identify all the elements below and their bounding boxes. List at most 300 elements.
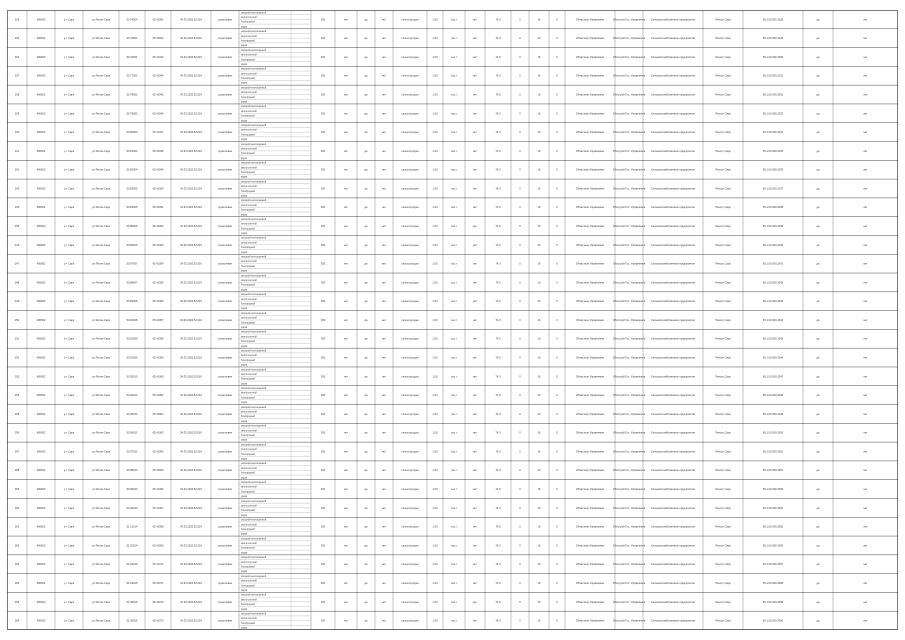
cell-desc: Сельскохозяйственное предприятие — [651, 112, 695, 116]
cell-desc: Сельскохозяйственное предприятие — [651, 187, 695, 191]
cell-f3: нет — [382, 55, 386, 59]
cell-f3: нет — [382, 412, 386, 416]
table-row — [7, 10, 898, 29]
cell-val: 74,0 — [495, 18, 501, 22]
cell-pt: нет — [473, 37, 477, 41]
cell-coord: 65.41065 — [152, 469, 164, 473]
cell-c1: 300 — [320, 375, 326, 379]
crop-cell: рядки — [241, 45, 248, 48]
crop-cell: овощной-неочищенный — [241, 500, 267, 503]
cell-f2: да — [364, 337, 368, 341]
crop-cell: рядки — [241, 101, 248, 104]
cell-coord: 65.41047 — [152, 131, 164, 135]
cell-num: 50.76001 — [126, 55, 138, 59]
cell-pt: нет — [473, 206, 477, 210]
cell-desc: Сельскохозяйственное предприятие — [651, 581, 695, 585]
cell-desc: Сельскохозяйственное предприятие — [651, 149, 695, 153]
cell-v1: 0 — [519, 281, 521, 285]
cell-addr: ул.Ялтин-Сарк — [92, 168, 110, 172]
cell-unit: у-т Сарк — [64, 412, 74, 416]
cell-f3: нет — [382, 488, 386, 492]
cell-note: 34.33.2020.52.019 — [180, 55, 202, 59]
cell-v3: 0 — [556, 563, 558, 567]
cell-f4: да — [816, 318, 820, 322]
cell-n: 240 — [14, 131, 20, 135]
cell-f1: нет — [344, 206, 348, 210]
cell-note2: Облстрой Гос. Управления — [612, 149, 646, 153]
cell-loc: Реестр Сарк — [715, 206, 731, 210]
cell-v1: 0 — [519, 37, 521, 41]
cell-unit2: тыс.т — [450, 412, 458, 416]
cell-coord: 65.41068 — [152, 525, 164, 529]
cell-loc: Реестр Сарк — [715, 600, 731, 604]
cell-loc: Реестр Сарк — [715, 18, 731, 22]
cell-unit: у-т Сарк — [64, 581, 74, 585]
cell-f2: да — [364, 619, 368, 623]
crop-cell: рядки — [241, 496, 248, 499]
cell-n: 244 — [14, 206, 20, 210]
cell-v3: 0 — [556, 525, 558, 529]
cell-f2: да — [364, 112, 368, 116]
cell-note: 34.33.2020.52.019 — [180, 375, 202, 379]
cell-note2: Облстрой Гос. Управления — [612, 318, 646, 322]
cell-org: Областное Управление — [575, 563, 605, 567]
cell-note: 34.33.2020.52.019 — [180, 168, 202, 172]
table-row — [7, 48, 898, 67]
crop-cell: благородный — [241, 78, 255, 81]
cell-f2: да — [364, 300, 368, 304]
cell-v2: 16 — [537, 74, 541, 78]
cell-unit2: тыс.т — [450, 55, 458, 59]
cell-code: 406602 — [36, 337, 46, 341]
cell-f5: нет — [863, 262, 868, 266]
cell-f4: да — [816, 225, 820, 228]
cell-num: 50.94010 — [126, 394, 138, 398]
crop-cell: рядки — [241, 590, 248, 593]
cell-c1: 300 — [320, 74, 326, 78]
cell-note: 34.33.2020.52.019 — [180, 225, 202, 228]
crop-cell: благородный — [241, 247, 255, 250]
cell-org: Областное Управление — [575, 131, 605, 135]
cell-id: 65.1.00.000.2031 — [762, 74, 784, 78]
cell-v3: 0 — [556, 74, 558, 78]
cell-pt: нет — [473, 281, 477, 285]
cell-v3: 0 — [556, 488, 558, 492]
cell-addr: ул.Ялтин-Сарк — [92, 394, 110, 398]
crop-cell: овощной-неочищенный — [241, 125, 267, 128]
cell-unit: у-т Сарк — [64, 544, 74, 548]
crop-cell: благородный — [241, 359, 255, 362]
cell-cat: сельхозугодья — [401, 600, 419, 604]
cell-id: 65.1.00.000.2039 — [762, 225, 784, 228]
cell-desc: Сельскохозяйственное предприятие — [651, 206, 695, 210]
cell-coord: 65.41064 — [152, 450, 164, 454]
cell-n: 242 — [14, 168, 20, 172]
cell-code: 406602 — [36, 600, 46, 604]
crop-cell: рядки — [241, 514, 248, 517]
cell-id: 65.1.00.000.2036 — [762, 168, 784, 172]
crop-cell: рядки — [241, 120, 248, 123]
cell-val: 74,0 — [495, 450, 501, 454]
cell-v3: 0 — [556, 394, 558, 398]
cell-note2: Облстрой Гос. Управления — [612, 600, 646, 604]
cell-id: 65.1.00.000.2044 — [762, 318, 784, 322]
cell-v2: 16 — [537, 300, 541, 304]
cell-area: 1,00 — [432, 37, 438, 41]
cell-f2: да — [364, 431, 368, 435]
cell-id: 65.1.00.000.2050 — [762, 431, 784, 435]
cell-f5: нет — [863, 394, 868, 398]
cell-code: 406602 — [36, 375, 46, 379]
cell-pt: нет — [473, 450, 477, 454]
cell-v2: 16 — [537, 225, 541, 228]
cell-coord: 65.41060 — [152, 375, 164, 379]
crop-cell: овощной-неочищенный — [241, 87, 267, 90]
cell-val: 74,0 — [495, 149, 501, 153]
table-row — [7, 101, 898, 123]
cell-loc: Реестр Сарк — [715, 450, 731, 454]
cell-f1: нет — [344, 318, 348, 322]
cell-note2: Облстрой Гос. Управления — [612, 37, 646, 41]
crop-cell: многоголетний — [241, 561, 257, 564]
cell-type: отраслевая — [218, 206, 232, 210]
cell-type: отраслевая — [218, 488, 232, 492]
cell-n: 259 — [14, 488, 20, 492]
cell-f3: нет — [382, 525, 386, 529]
cell-c1: 300 — [320, 206, 326, 210]
crop-cell: овощной-неочищенный — [241, 369, 267, 372]
cell-id: 65.1.00.000.2058 — [762, 581, 784, 585]
table-row — [7, 157, 898, 179]
cell-desc: Сельскохозяйственное предприятие — [651, 37, 695, 41]
cell-cat: сельхозугодья — [401, 131, 419, 135]
cell-type: отраслевая — [218, 544, 232, 548]
cell-val: 74,0 — [495, 243, 501, 247]
cell-v1: 0 — [519, 469, 521, 473]
cell-loc: Реестр Сарк — [715, 225, 731, 228]
cell-f4: да — [816, 149, 820, 153]
crop-cell: рядки — [241, 420, 248, 423]
crop-cell: многоголетний — [241, 355, 257, 358]
cell-f3: нет — [382, 337, 386, 341]
cell-area: 1,00 — [432, 356, 438, 360]
crop-cell: многоголетний — [241, 411, 257, 414]
crop-cell: благородный — [241, 228, 255, 231]
table-row — [7, 251, 898, 273]
crop-cell: благородный — [241, 585, 255, 588]
cell-v1: 0 — [519, 243, 521, 247]
cell-unit: у-т Сарк — [64, 281, 74, 285]
cell-note: 34.33.2020.52.019 — [180, 18, 202, 22]
cell-org: Областное Управление — [575, 412, 605, 416]
crop-cell: рядки — [241, 26, 248, 29]
crop-cell: рядки — [241, 157, 248, 160]
cell-note2: Облстрой Гос. Управления — [612, 281, 646, 285]
cell-note2: Облстрой Гос. Управления — [612, 412, 646, 416]
cell-area: 1,00 — [432, 55, 438, 59]
cell-f4: да — [816, 55, 820, 59]
crop-cell: многоголетний — [241, 486, 257, 489]
cell-type: отраслевая — [218, 74, 232, 78]
cell-f1: нет — [344, 506, 348, 510]
cell-f1: нет — [344, 488, 348, 492]
table-row — [7, 498, 898, 517]
cell-type: отраслевая — [218, 506, 232, 510]
cell-coord: 65.41072 — [152, 600, 164, 604]
cell-code: 406602 — [36, 149, 46, 153]
crop-cell: рядки — [241, 533, 248, 536]
cell-f1: нет — [344, 300, 348, 304]
cell-num: 50.84005 — [126, 206, 138, 210]
crop-cell: овощной-неочищенный — [241, 218, 267, 221]
cell-f5: нет — [863, 563, 868, 567]
cell-v2: 16 — [537, 168, 541, 172]
cell-note2: Облстрой Гос. Управления — [612, 356, 646, 360]
cell-cat: сельхозугодья — [401, 563, 419, 567]
cell-org: Областное Управление — [575, 469, 605, 473]
cell-code: 406602 — [36, 131, 46, 135]
cell-unit: у-т Сарк — [64, 243, 74, 247]
cell-area: 1,00 — [432, 168, 438, 172]
crop-cell: благородный — [241, 435, 255, 438]
cell-v1: 0 — [519, 431, 521, 435]
cell-f5: нет — [863, 544, 868, 548]
crop-cell: благородный — [241, 472, 255, 475]
cell-cat: сельхозугодья — [401, 18, 419, 22]
cell-v3: 0 — [556, 187, 558, 191]
cell-v3: 0 — [556, 412, 558, 416]
crop-cell: многоголетний — [241, 242, 257, 245]
cell-f4: да — [816, 506, 820, 510]
cell-f4: да — [816, 544, 820, 548]
cell-desc: Сельскохозяйственное предприятие — [651, 18, 695, 22]
crop-cell: благородный — [241, 59, 255, 62]
cell-cat: сельхозугодья — [401, 225, 419, 228]
cell-area: 1,00 — [432, 394, 438, 398]
crop-cell: многоголетний — [241, 467, 257, 470]
cell-num: 50.88007 — [126, 281, 138, 285]
crop-cell: благородный — [241, 153, 255, 156]
crop-cell: благородный — [241, 190, 255, 193]
cell-org: Областное Управление — [575, 206, 605, 210]
crop-cell: рядки — [241, 270, 248, 273]
cell-f2: да — [364, 225, 368, 228]
cell-unit2: тыс.т — [450, 619, 458, 623]
cell-org: Областное Управление — [575, 37, 605, 41]
cell-coord: 65.41043 — [152, 55, 164, 59]
cell-v1: 0 — [519, 300, 521, 304]
cell-code: 406602 — [36, 412, 46, 416]
cell-org: Областное Управление — [575, 581, 605, 585]
cell-num: 51.01014 — [126, 525, 138, 529]
cell-id: 65.1.00.000.2055 — [762, 525, 784, 529]
cell-unit: у-т Сарк — [64, 469, 74, 473]
crop-cell: благородный — [241, 341, 255, 344]
cell-cat: сельхозугодья — [401, 581, 419, 585]
cell-unit: у-т Сарк — [64, 74, 74, 78]
crop-cell: благородный — [241, 96, 255, 99]
cell-note2: Облстрой Гос. Управления — [612, 187, 646, 191]
cell-pt: нет — [473, 300, 477, 304]
cell-pt: нет — [473, 55, 477, 59]
cell-area: 1,00 — [432, 431, 438, 435]
cell-type: отраслевая — [218, 243, 232, 247]
cell-coord: 65.41057 — [152, 318, 164, 322]
cell-f5: нет — [863, 431, 868, 435]
cell-n: 255 — [14, 412, 20, 416]
cell-f4: да — [816, 563, 820, 567]
cell-code: 406602 — [36, 450, 46, 454]
cell-org: Областное Управление — [575, 375, 605, 379]
cell-v2: 16 — [537, 243, 541, 247]
cell-val: 74,0 — [495, 337, 501, 341]
cell-type: отраслевая — [218, 55, 232, 59]
cell-area: 1,00 — [432, 300, 438, 304]
cell-type: отраслевая — [218, 168, 232, 172]
crop-cell: овощной-неочищенный — [241, 294, 267, 297]
cell-v2: 16 — [537, 431, 541, 435]
cell-f5: нет — [863, 225, 868, 228]
cell-addr: ул.Ялтин-Сарк — [92, 488, 110, 492]
cell-c1: 300 — [320, 131, 326, 135]
cell-c1: 300 — [320, 337, 326, 341]
cell-v1: 0 — [519, 412, 521, 416]
cell-note: 34.33.2020.52.019 — [180, 412, 202, 416]
cell-id: 65.1.00.000.2034 — [762, 131, 784, 135]
cell-area: 1,00 — [432, 225, 438, 228]
cell-n: 234 — [14, 55, 20, 59]
cell-note2: Облстрой Гос. Управления — [612, 131, 646, 135]
cell-desc: Сельскохозяйственное предприятие — [651, 337, 695, 341]
cell-addr: ул.Ялтин-Сарк — [92, 525, 110, 529]
cell-val: 74,0 — [495, 619, 501, 623]
cell-v1: 0 — [519, 506, 521, 510]
cell-addr: ул.Ялтин-Сарк — [92, 225, 110, 228]
cell-area: 1,00 — [432, 243, 438, 247]
cell-v2: 16 — [537, 337, 541, 341]
cell-f1: нет — [344, 619, 348, 623]
cell-v1: 0 — [519, 544, 521, 548]
crop-cell: благородный — [241, 171, 255, 174]
cell-cat: сельхозугодья — [401, 506, 419, 510]
crop-cell: рядки — [241, 608, 248, 611]
cell-f2: да — [364, 488, 368, 492]
cell-v1: 0 — [519, 168, 521, 172]
cell-f5: нет — [863, 469, 868, 473]
cell-code: 406602 — [36, 18, 46, 22]
table-row — [7, 123, 898, 142]
cell-unit2: тыс.т — [450, 356, 458, 360]
cell-desc: Сельскохозяйственное предприятие — [651, 450, 695, 454]
cell-v2: 16 — [537, 469, 541, 473]
cell-id: 65.1.00.000.2029 — [762, 37, 784, 41]
cell-pt: нет — [473, 600, 477, 604]
cell-f3: нет — [382, 544, 386, 548]
cell-type: отраслевая — [218, 450, 232, 454]
cell-f5: нет — [863, 318, 868, 322]
cell-coord: 65.41073 — [152, 619, 164, 623]
cell-desc: Сельскохозяйственное предприятие — [651, 619, 695, 623]
cell-cat: сельхозугодья — [401, 450, 419, 454]
cell-code: 406602 — [36, 581, 46, 585]
cell-code: 406602 — [36, 225, 46, 228]
cell-loc: Реестр Сарк — [715, 356, 731, 360]
cell-v2: 16 — [537, 394, 541, 398]
cell-pt: нет — [473, 112, 477, 116]
cell-v2: 16 — [537, 619, 541, 623]
cell-v1: 0 — [519, 318, 521, 322]
cell-coord: 65.41058 — [152, 337, 164, 341]
cell-val: 74,0 — [495, 112, 501, 116]
cell-coord: 65.41041 — [152, 18, 164, 22]
cell-v2: 16 — [537, 318, 541, 322]
cell-n: 261 — [14, 525, 20, 529]
cell-unit2: тыс.т — [450, 431, 458, 435]
cell-desc: Сельскохозяйственное предприятие — [651, 55, 695, 59]
cell-desc: Сельскохозяйственное предприятие — [651, 600, 695, 604]
cell-v2: 16 — [537, 563, 541, 567]
cell-unit2: тыс.т — [450, 318, 458, 322]
crop-cell: рядки — [241, 308, 248, 311]
cell-f1: нет — [344, 187, 348, 191]
cell-code: 406602 — [36, 243, 46, 247]
cell-cat: сельхозугодья — [401, 525, 419, 529]
cell-f1: нет — [344, 93, 348, 97]
cell-v1: 0 — [519, 450, 521, 454]
crop-cell: рядки — [241, 251, 248, 254]
cell-area: 1,00 — [432, 619, 438, 623]
cell-f1: нет — [344, 55, 348, 59]
cell-org: Областное Управление — [575, 619, 605, 623]
crop-cell: овощной-неочищенный — [241, 12, 267, 15]
cell-loc: Реестр Сарк — [715, 74, 731, 78]
cell-v3: 0 — [556, 243, 558, 247]
crop-cell: благородный — [241, 453, 255, 456]
crop-cell: многоголетний — [241, 148, 257, 151]
cell-v1: 0 — [519, 206, 521, 210]
table-row — [7, 533, 898, 555]
cell-f2: да — [364, 187, 368, 191]
crop-cell: овощной-неочищенный — [241, 594, 267, 597]
cell-f5: нет — [863, 525, 868, 529]
cell-c1: 300 — [320, 544, 326, 548]
cell-num: 50.85006 — [126, 225, 138, 228]
cell-code: 406602 — [36, 488, 46, 492]
cell-desc: Сельскохозяйственное предприятие — [651, 356, 695, 360]
cell-v2: 16 — [537, 206, 541, 210]
cell-v3: 0 — [556, 112, 558, 116]
cell-unit: у-т Сарк — [64, 337, 74, 341]
cell-pt: нет — [473, 74, 477, 78]
cell-num: 50.98012 — [126, 469, 138, 473]
cell-unit: у-т Сарк — [64, 262, 74, 266]
crop-cell: многоголетний — [241, 317, 257, 320]
cell-id: 65.1.00.000.2033 — [762, 112, 784, 116]
cell-f2: да — [364, 525, 368, 529]
table-row — [7, 29, 898, 48]
cell-f4: да — [816, 187, 820, 191]
cell-f2: да — [364, 581, 368, 585]
cell-loc: Реестр Сарк — [715, 469, 731, 473]
cell-c1: 300 — [320, 318, 326, 322]
cell-f1: нет — [344, 243, 348, 247]
cell-f5: нет — [863, 168, 868, 172]
cell-unit2: тыс.т — [450, 206, 458, 210]
crop-cell: благородный — [241, 303, 255, 306]
cell-f3: нет — [382, 356, 386, 360]
cell-v1: 0 — [519, 262, 521, 266]
cell-org: Областное Управление — [575, 356, 605, 360]
